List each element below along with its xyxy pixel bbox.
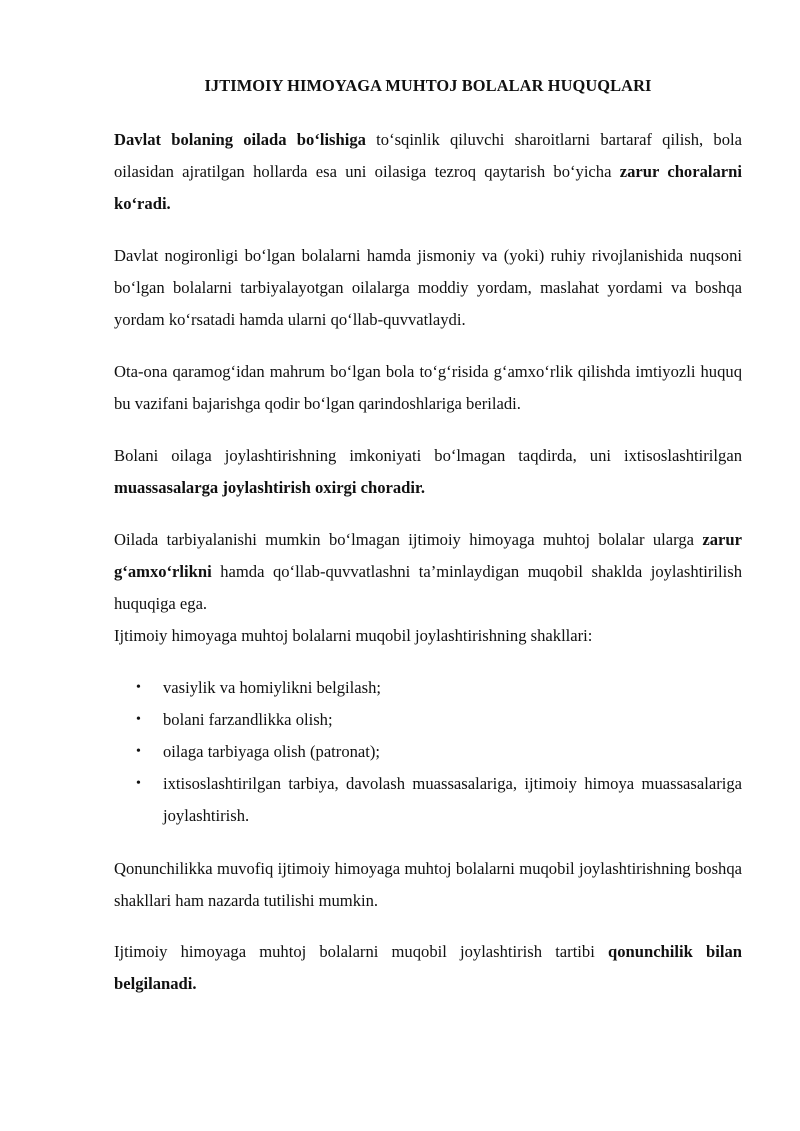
paragraph-family-protection bbox=[114, 124, 742, 220]
list-item: • bolani farzandlikka olish; bbox=[114, 704, 742, 736]
list-item: • ixtisoslashtirilgan tarbiya, davolash muassasalariga, ijtimoiy himoya muassasalariga joylashtirish. bbox=[114, 768, 742, 832]
bullet-icon: • bbox=[136, 776, 141, 791]
bold-phrase: Davlat bolaning oilada bo‘lishiga bbox=[114, 130, 366, 149]
paragraph-institution-last-resort bbox=[114, 440, 742, 504]
paragraph-guardianship-priority: Ota-ona qaramog‘idan mahrum bo‘lgan bola to‘g‘risida g‘amxo‘rlik qilishda imtiyozli huquq bu vazifani bajarishga qodir bo‘lgan qarindoshlariga beriladi. bbox=[114, 362, 742, 413]
bullet-icon: • bbox=[136, 744, 141, 759]
paragraph-alternative-placement-right bbox=[114, 524, 742, 620]
paragraph-other-forms: Qonunchilikka muvofiq ijtimoiy himoyaga muhtoj bolalarni muqobil joylashtirishning boshqa shakllari ham nazarda tutilishi mumkin. bbox=[114, 859, 742, 910]
list-item: • vasiylik va homiylikni belgilash; bbox=[114, 672, 742, 704]
bold-phrase: zarur choralarni ko‘radi. bbox=[114, 162, 742, 213]
paragraph-disabled-children-support: Davlat nogironligi bo‘lgan bolalarni hamda jismoniy va (yoki) ruhiy rivojlanishida nuqsoni bo‘lgan bolalarni tarbiyalayotgan oilalarga moddiy yordam, maslahat yordami va boshqa yordam ko‘rsatadi hamda ularni qo‘llab-quvvatlaydi. bbox=[114, 246, 742, 329]
bold-phrase: qonunchilik bilan belgilanadi. bbox=[114, 942, 742, 993]
placement-forms-list bbox=[114, 672, 742, 832]
paragraph-text: to‘sqinlik qiluvchi sharoitlarni bartaraf qilish, bola oilasidan ajratilgan hollarda esa uni oilasiga tezroq qaytarish bo‘yicha bbox=[114, 130, 742, 181]
bold-phrase: zarur g‘amxo‘rlikni bbox=[114, 530, 742, 581]
paragraph-procedure-by-law bbox=[114, 936, 742, 1000]
bold-phrase: muassasalarga joylashtirish oxirgi choradir. bbox=[114, 478, 425, 497]
bullet-icon: • bbox=[136, 680, 141, 695]
list-item: • oilaga tarbiyaga olish (patronat); bbox=[114, 736, 742, 768]
paragraph-text: hamda qo‘llab-quvvatlashni ta’minlaydigan muqobil shaklda joylashtirilish huquqiga ega. bbox=[114, 562, 742, 613]
bullet-icon: • bbox=[136, 712, 141, 727]
paragraph-text: Oilada tarbiyalanishi mumkin bo‘lmagan ijtimoiy himoyaga muhtoj bolalar ularga bbox=[114, 530, 703, 549]
document-title: IJTIMOIY HIMOYAGA MUHTOJ BOLALAR HUQUQLARI bbox=[204, 76, 652, 95]
paragraph-text: Ijtimoiy himoyaga muhtoj bolalarni muqobil joylashtirish tartibi bbox=[114, 942, 608, 961]
paragraph-text: Bolani oilaga joylashtirishning imkoniyati bo‘lmagan taqdirda, uni ixtisoslashtirilgan bbox=[114, 446, 742, 465]
paragraph-placement-forms-intro: Ijtimoiy himoyaga muhtoj bolalarni muqobil joylashtirishning shakllari: bbox=[114, 626, 593, 645]
